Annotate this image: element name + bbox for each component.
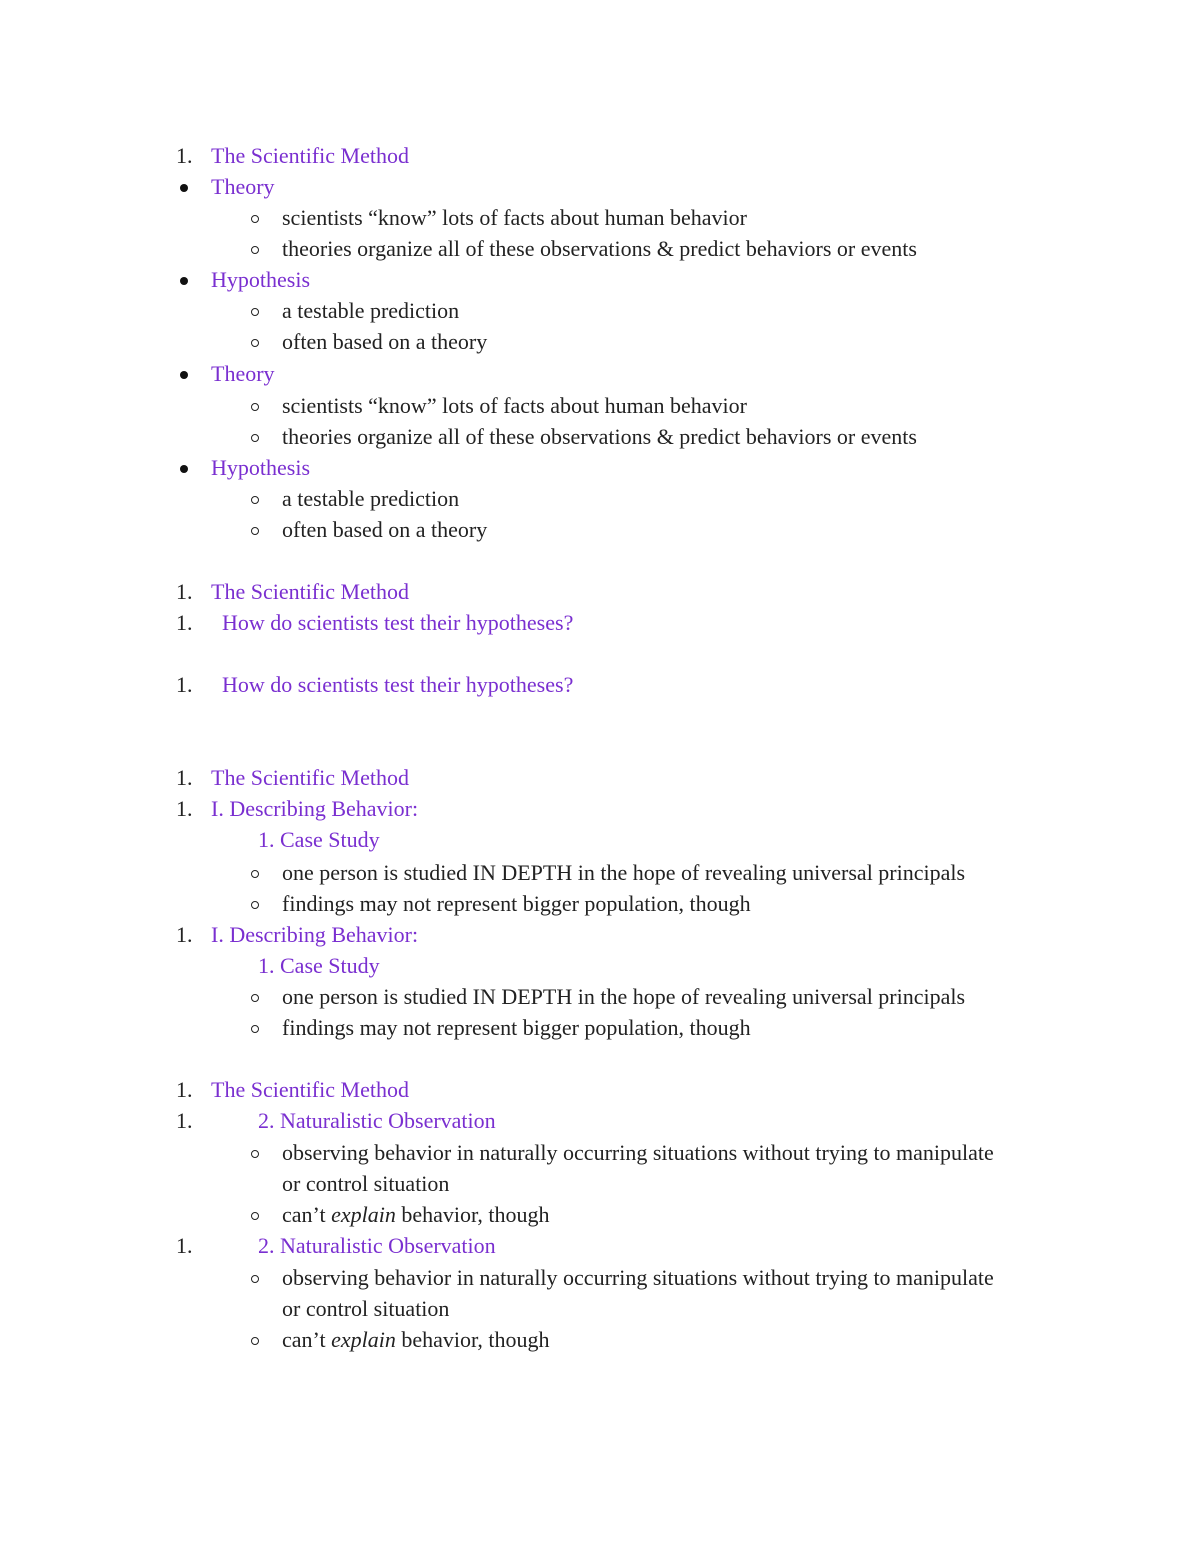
list-item: scientists “know” lots of facts about human behavior — [282, 393, 747, 418]
topic-heading-hypothesis: Hypothesis — [211, 267, 310, 292]
circle-bullet-icon — [251, 870, 259, 878]
list-item: theories organize all of these observations & predict behaviors or events — [282, 424, 917, 449]
section-title: The Scientific Method — [211, 579, 409, 604]
bullet-icon — [180, 465, 188, 473]
list-number: 1. — [176, 765, 193, 790]
circle-bullet-icon — [251, 1275, 259, 1283]
list-item: often based on a theory — [282, 517, 488, 542]
circle-bullet-icon — [251, 1337, 259, 1345]
section-title: The Scientific Method — [211, 1077, 409, 1102]
list-item — [282, 1327, 550, 1353]
emphasized-text: explain — [331, 1202, 396, 1227]
circle-bullet-icon — [251, 1025, 259, 1033]
list-item-continuation: or control situation — [282, 1171, 450, 1196]
list-item: one person is studied IN DEPTH in the hope of revealing universal principals — [282, 860, 966, 885]
list-item — [282, 1202, 550, 1228]
circle-bullet-icon — [251, 403, 259, 411]
list-item: one person is studied IN DEPTH in the hope of revealing universal principals — [282, 984, 966, 1009]
list-item: a testable prediction — [282, 486, 460, 511]
text-run: behavior, though — [395, 1327, 550, 1352]
circle-bullet-icon — [251, 496, 259, 504]
topic-heading-hypothesis: Hypothesis — [211, 455, 310, 480]
section-title: The Scientific Method — [211, 765, 409, 790]
list-number: 1. — [176, 922, 193, 947]
list-item: observing behavior in naturally occurring situations without trying to manipulate — [282, 1140, 994, 1165]
circle-bullet-icon — [251, 434, 259, 442]
list-number: 1. — [176, 796, 193, 821]
text-run: can’t — [282, 1202, 332, 1227]
list-item: theories organize all of these observations & predict behaviors or events — [282, 236, 917, 261]
circle-bullet-icon — [251, 1150, 259, 1158]
subsection-heading: I. Describing Behavior: — [211, 922, 419, 947]
list-item: findings may not represent bigger population, though — [282, 891, 751, 916]
question-heading: How do scientists test their hypotheses? — [222, 610, 574, 635]
list-number: 1. — [176, 610, 193, 635]
method-heading: 1. Case Study — [258, 953, 380, 978]
list-item: often based on a theory — [282, 329, 488, 354]
section-title: The Scientific Method — [211, 143, 409, 168]
list-number: 1. — [176, 1108, 193, 1133]
circle-bullet-icon — [251, 527, 259, 535]
method-heading: 2. Naturalistic Observation — [258, 1233, 496, 1258]
circle-bullet-icon — [251, 308, 259, 316]
circle-bullet-icon — [251, 246, 259, 254]
circle-bullet-icon — [251, 215, 259, 223]
method-heading: 1. Case Study — [258, 827, 380, 852]
subsection-heading: I. Describing Behavior: — [211, 796, 419, 821]
circle-bullet-icon — [251, 994, 259, 1002]
list-number: 1. — [176, 1077, 193, 1102]
question-heading: How do scientists test their hypotheses? — [222, 672, 574, 697]
text-run: behavior, though — [395, 1202, 550, 1227]
list-number: 1. — [176, 143, 193, 168]
emphasized-text: explain — [331, 1327, 396, 1352]
list-number: 1. — [176, 1233, 193, 1258]
topic-heading-theory: Theory — [211, 361, 275, 386]
method-heading: 2. Naturalistic Observation — [258, 1108, 496, 1133]
list-item: observing behavior in naturally occurring situations without trying to manipulate — [282, 1265, 994, 1290]
bullet-icon — [180, 371, 188, 379]
list-item: a testable prediction — [282, 298, 460, 323]
circle-bullet-icon — [251, 339, 259, 347]
bullet-icon — [180, 184, 188, 192]
circle-bullet-icon — [251, 901, 259, 909]
list-item-continuation: or control situation — [282, 1296, 450, 1321]
topic-heading-theory: Theory — [211, 174, 275, 199]
circle-bullet-icon — [251, 1212, 259, 1220]
list-number: 1. — [176, 579, 193, 604]
list-number: 1. — [176, 672, 193, 697]
list-item: findings may not represent bigger population, though — [282, 1015, 751, 1040]
bullet-icon — [180, 277, 188, 285]
text-run: can’t — [282, 1327, 332, 1352]
list-item: scientists “know” lots of facts about human behavior — [282, 205, 747, 230]
